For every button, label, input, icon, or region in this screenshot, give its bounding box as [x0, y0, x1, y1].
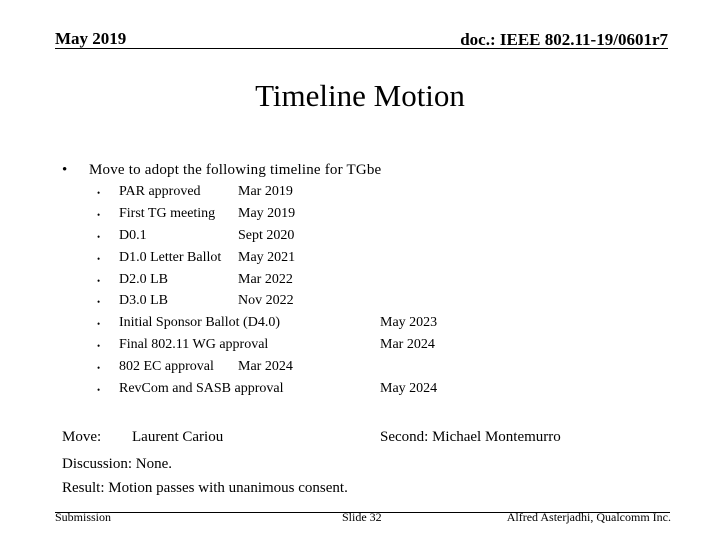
timeline-bullet: • [97, 363, 101, 373]
timeline-date: Mar 2024 [238, 359, 293, 374]
move-label: Move: [62, 429, 102, 445]
main-bullet-marker: • [62, 162, 68, 178]
slide-title: Timeline Motion [255, 78, 465, 113]
timeline-label: Final 802.11 WG approval [119, 337, 269, 352]
timeline-label: PAR approved [119, 184, 201, 199]
discussion-text: Discussion: None. [62, 456, 172, 472]
timeline-bullet: • [97, 188, 101, 198]
timeline-bullet: • [97, 232, 101, 242]
mover-name: Laurent Cariou [132, 429, 224, 445]
timeline-bullet: • [97, 297, 101, 307]
timeline-bullet: • [97, 276, 101, 286]
timeline-bullet: • [97, 341, 101, 351]
timeline-bullet: • [97, 254, 101, 264]
timeline-label: RevCom and SASB approval [119, 381, 284, 396]
timeline-label: D1.0 Letter Ballot [119, 250, 222, 265]
timeline-label: Initial Sponsor Ballot (D4.0) [119, 315, 280, 330]
timeline-date: May 2024 [380, 381, 438, 396]
timeline-date: Mar 2024 [380, 337, 435, 352]
timeline-label: D3.0 LB [119, 293, 168, 308]
timeline-date: May 2019 [238, 206, 296, 221]
timeline-date: Mar 2019 [238, 184, 293, 199]
timeline-label: D0.1 [119, 228, 147, 243]
timeline-label: 802 EC approval [119, 359, 214, 374]
result-text: Result: Motion passes with unanimous consent. [62, 480, 348, 496]
seconder: Second: Michael Montemurro [380, 429, 561, 445]
timeline-bullet: • [97, 319, 101, 329]
header-rule [55, 48, 668, 49]
footer-author: Alfred Asterjadhi, Qualcomm Inc. [506, 510, 671, 524]
footer-submission: Submission [55, 510, 112, 524]
timeline-label: First TG meeting [119, 206, 216, 221]
footer-slide-number: Slide 32 [342, 510, 382, 524]
timeline-label: D2.0 LB [119, 272, 168, 287]
timeline-date: May 2021 [238, 250, 296, 265]
main-bullet-text: Move to adopt the following timeline for TGbe [89, 162, 382, 178]
timeline-date: Sept 2020 [238, 228, 295, 243]
timeline-bullet: • [97, 210, 101, 220]
timeline-date: Mar 2022 [238, 272, 293, 287]
header-date: May 2019 [55, 29, 127, 48]
header-doc-id: doc.: IEEE 802.11-19/0601r7 [460, 30, 668, 49]
timeline-date: May 2023 [380, 315, 438, 330]
timeline-date: Nov 2022 [238, 293, 294, 308]
timeline-bullet: • [97, 385, 101, 395]
